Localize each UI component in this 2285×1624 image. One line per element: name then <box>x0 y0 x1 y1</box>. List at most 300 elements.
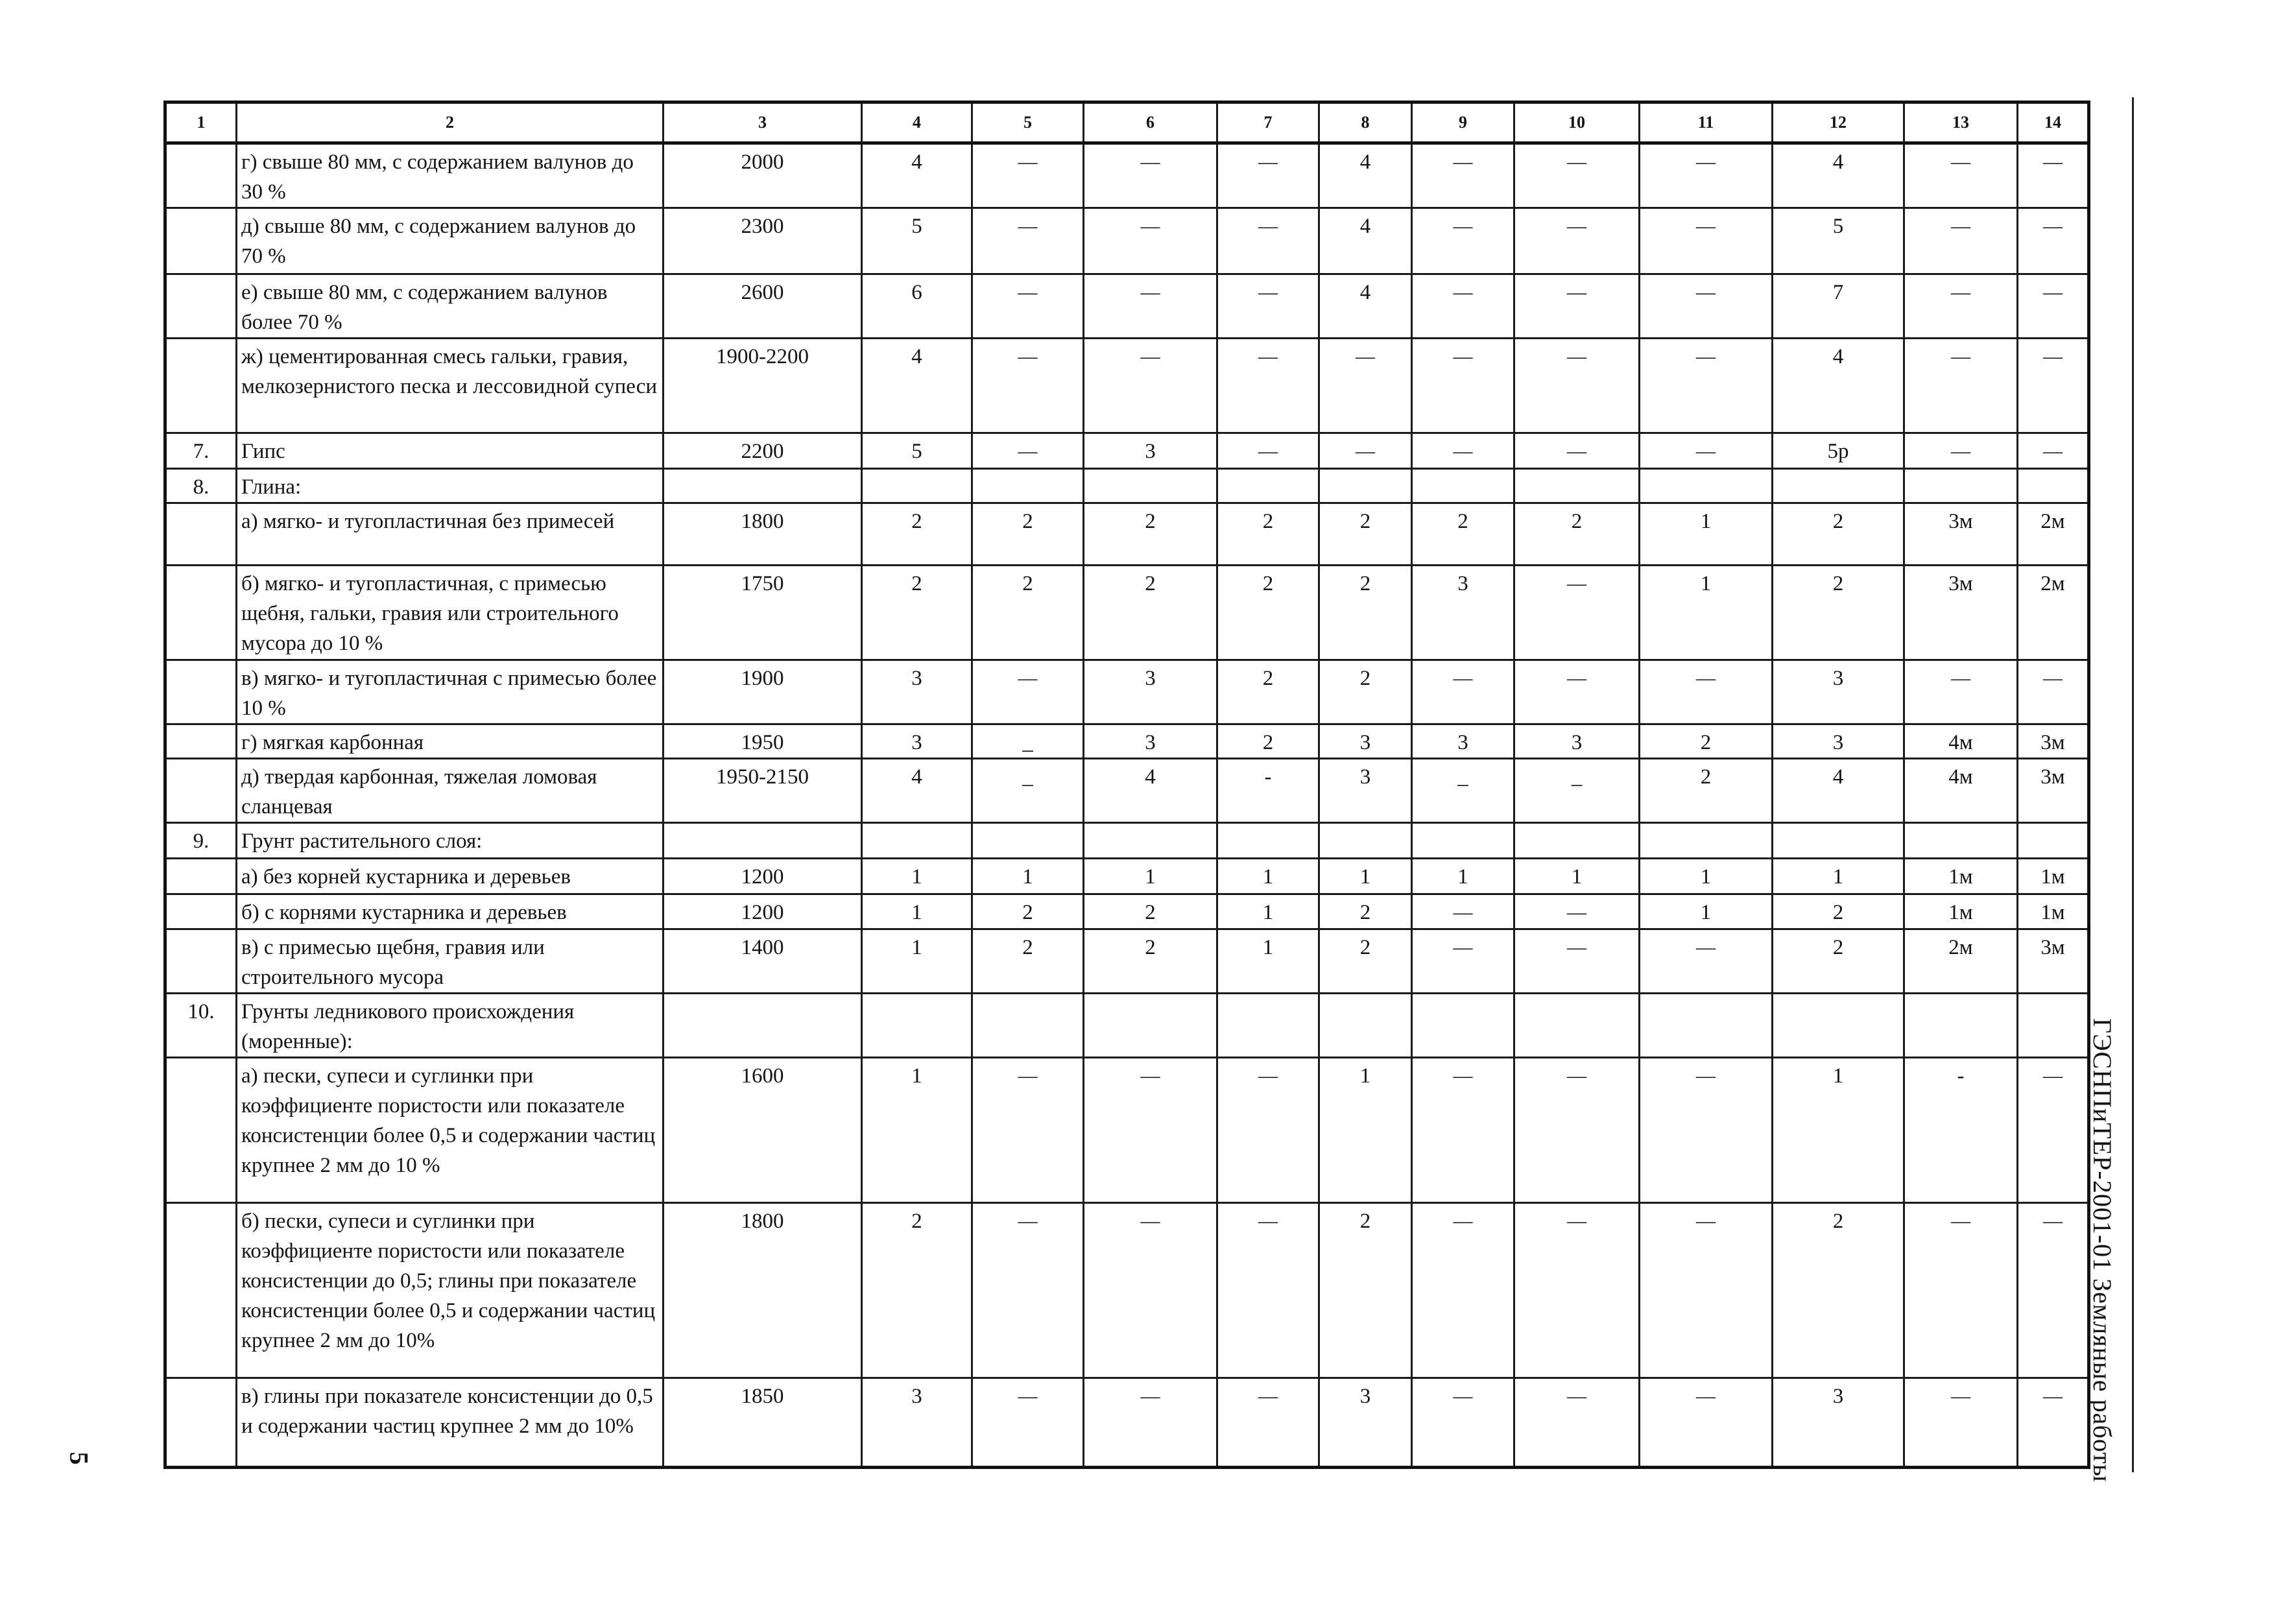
group-cell-col-8: 4 <box>1319 143 1412 208</box>
row-number <box>165 859 237 894</box>
group-cell-col-13: 4м <box>1904 759 2018 823</box>
group-cell-col-10: — <box>1514 433 1640 469</box>
group-cell-col-9: — <box>1412 660 1514 724</box>
group-cell-col-8: 3 <box>1319 1378 1412 1468</box>
group-cell-col-8: 4 <box>1319 274 1412 339</box>
group-cell-col-5: — <box>972 1203 1084 1378</box>
group-cell-col-11: — <box>1640 339 1773 433</box>
column-number-6: 6 <box>1084 102 1217 143</box>
group-cell-col-5: 2 <box>972 566 1084 660</box>
table-row <box>165 503 2089 566</box>
group-cell-col-14: 2м <box>2018 503 2089 566</box>
group-cell-col-5: — <box>972 339 1084 433</box>
group-cell-col-9: 3 <box>1412 724 1514 759</box>
group-cell-col-14: 1м <box>2018 859 2089 894</box>
row-number <box>165 894 237 929</box>
column-number-13: 13 <box>1904 102 2018 143</box>
group-cell-col-6: 4 <box>1084 759 1217 823</box>
group-cell-col-6: — <box>1084 1378 1217 1468</box>
soil-description: г) свыше 80 мм, с содержанием валунов до 30 % <box>237 143 664 208</box>
group-cell-col-10: — <box>1514 1058 1640 1203</box>
group-cell-col-11: 2 <box>1640 759 1773 823</box>
row-number: 8. <box>165 469 237 503</box>
density-cell: 1600 <box>664 1058 862 1203</box>
group-cell-col-9: _ <box>1412 759 1514 823</box>
group-cell-col-6: 2 <box>1084 929 1217 994</box>
density-cell: 2300 <box>664 208 862 274</box>
group-cell-col-7: 1 <box>1217 859 1319 894</box>
group-cell-col-4: 4 <box>862 759 972 823</box>
group-cell-col-12: 1 <box>1773 1058 1904 1203</box>
column-number-7: 7 <box>1217 102 1319 143</box>
group-cell-col-11: 2 <box>1640 724 1773 759</box>
column-number-10: 10 <box>1514 102 1640 143</box>
group-cell-col-4: 3 <box>862 1378 972 1468</box>
group-cell-col-4: 1 <box>862 1058 972 1203</box>
group-cell-col-14: 1м <box>2018 894 2089 929</box>
group-cell-col-9: — <box>1412 894 1514 929</box>
group-cell-col-7: — <box>1217 433 1319 469</box>
group-cell-col-5: 2 <box>972 929 1084 994</box>
group-cell-col-5: 2 <box>972 503 1084 566</box>
table-row <box>165 994 2089 1058</box>
group-cell-col-11: — <box>1640 1058 1773 1203</box>
group-cell-col-10: 1 <box>1514 859 1640 894</box>
group-cell-col-11: — <box>1640 1203 1773 1378</box>
group-cell-col-10: — <box>1514 929 1640 994</box>
density-cell: 1950-2150 <box>664 759 862 823</box>
group-cell-col-9: — <box>1412 339 1514 433</box>
table-row <box>165 1378 2089 1468</box>
group-cell-col-9: — <box>1412 929 1514 994</box>
group-cell-col-6: — <box>1084 274 1217 339</box>
group-cell-col-13: 1м <box>1904 894 2018 929</box>
soil-description: а) без корней кустарника и деревьев <box>237 859 664 894</box>
group-cell-col-4: 1 <box>862 894 972 929</box>
group-cell-col-5 <box>972 823 1084 859</box>
group-cell-col-10: — <box>1514 894 1640 929</box>
group-cell-col-8: — <box>1319 433 1412 469</box>
soil-description: в) глины при показателе консистенции до 0,5 и содержании частиц крупнее 2 мм до 10% <box>237 1378 664 1468</box>
group-cell-col-10 <box>1514 469 1640 503</box>
column-number-14: 14 <box>2018 102 2089 143</box>
soil-description: г) мягкая карбонная <box>237 724 664 759</box>
group-cell-col-14: — <box>2018 339 2089 433</box>
group-cell-col-8 <box>1319 469 1412 503</box>
table-row <box>165 859 2089 894</box>
group-cell-col-5: — <box>972 208 1084 274</box>
group-cell-col-10: — <box>1514 339 1640 433</box>
group-cell-col-13: — <box>1904 1378 2018 1468</box>
column-number-12: 12 <box>1773 102 1904 143</box>
group-cell-col-14: 3м <box>2018 724 2089 759</box>
group-cell-col-13: — <box>1904 339 2018 433</box>
column-number-8: 8 <box>1319 102 1412 143</box>
row-number <box>165 759 237 823</box>
group-cell-col-9 <box>1412 469 1514 503</box>
group-cell-col-8: 3 <box>1319 724 1412 759</box>
group-cell-col-6: — <box>1084 208 1217 274</box>
column-number-4: 4 <box>862 102 972 143</box>
norms-table <box>163 101 2090 1469</box>
soil-description: б) пески, супеси и суглинки при коэффициенте пористости или показателе консистенции до 0,5; глины при показателе консистенции более 0,5 и содержании частиц крупнее 2 мм до 10% <box>237 1203 664 1378</box>
group-cell-col-4: 1 <box>862 929 972 994</box>
group-cell-col-14: — <box>2018 143 2089 208</box>
group-cell-col-8: 1 <box>1319 859 1412 894</box>
density-cell: 2600 <box>664 274 862 339</box>
row-number <box>165 143 237 208</box>
group-cell-col-11: — <box>1640 143 1773 208</box>
group-cell-col-4: 3 <box>862 660 972 724</box>
column-number-row <box>165 102 2089 143</box>
table-row <box>165 274 2089 339</box>
group-cell-col-11 <box>1640 823 1773 859</box>
group-cell-col-12: 2 <box>1773 566 1904 660</box>
group-cell-col-14: — <box>2018 274 2089 339</box>
group-cell-col-13 <box>1904 469 2018 503</box>
group-cell-col-11: — <box>1640 433 1773 469</box>
group-cell-col-12: 2 <box>1773 894 1904 929</box>
group-cell-col-14 <box>2018 469 2089 503</box>
group-cell-col-14 <box>2018 994 2089 1058</box>
group-cell-col-5: — <box>972 660 1084 724</box>
group-cell-col-10 <box>1514 994 1640 1058</box>
group-cell-col-6: 3 <box>1084 724 1217 759</box>
side-divider <box>2132 97 2134 1472</box>
group-cell-col-11: — <box>1640 208 1773 274</box>
group-cell-col-7: — <box>1217 1203 1319 1378</box>
group-cell-col-12: 1 <box>1773 859 1904 894</box>
row-number <box>165 929 237 994</box>
group-cell-col-11: 1 <box>1640 859 1773 894</box>
group-cell-col-6: 2 <box>1084 894 1217 929</box>
group-cell-col-12: 3 <box>1773 1378 1904 1468</box>
group-cell-col-7: — <box>1217 143 1319 208</box>
group-cell-col-7: — <box>1217 1058 1319 1203</box>
group-cell-col-12: 3 <box>1773 660 1904 724</box>
group-cell-col-9: 2 <box>1412 503 1514 566</box>
group-cell-col-10: — <box>1514 274 1640 339</box>
group-cell-col-5 <box>972 469 1084 503</box>
soil-description: д) твердая карбонная, тяжелая ломовая сланцевая <box>237 759 664 823</box>
group-cell-col-13: — <box>1904 274 2018 339</box>
table-body <box>165 143 2089 1468</box>
group-cell-col-7: — <box>1217 1378 1319 1468</box>
group-cell-col-5: — <box>972 1378 1084 1468</box>
density-cell: 1800 <box>664 503 862 566</box>
group-cell-col-5: _ <box>972 724 1084 759</box>
group-cell-col-6: 3 <box>1084 433 1217 469</box>
group-cell-col-4: 2 <box>862 566 972 660</box>
group-cell-col-9: 1 <box>1412 859 1514 894</box>
row-number <box>165 274 237 339</box>
group-cell-col-13: — <box>1904 143 2018 208</box>
group-cell-col-13: — <box>1904 208 2018 274</box>
group-cell-col-12 <box>1773 469 1904 503</box>
group-cell-col-9: — <box>1412 208 1514 274</box>
group-cell-col-5: — <box>972 143 1084 208</box>
soil-description: ж) цементированная смесь гальки, гравия, мелкозернистого песка и лессовидной супеси <box>237 339 664 433</box>
group-cell-col-6 <box>1084 469 1217 503</box>
soil-description: в) мягко- и тугопластичная с примесью более 10 % <box>237 660 664 724</box>
group-cell-col-6: 2 <box>1084 566 1217 660</box>
group-cell-col-6: 2 <box>1084 503 1217 566</box>
group-cell-col-7 <box>1217 469 1319 503</box>
group-cell-col-6: 1 <box>1084 859 1217 894</box>
soil-description: а) пески, супеси и суглинки при коэффициенте пористости или показателе консистенции более 0,5 и содержании частиц крупнее 2 мм до 10 % <box>237 1058 664 1203</box>
group-cell-col-13: 1м <box>1904 859 2018 894</box>
group-cell-col-4: 2 <box>862 503 972 566</box>
density-cell: 1400 <box>664 929 862 994</box>
group-cell-col-8 <box>1319 994 1412 1058</box>
group-cell-col-4: 4 <box>862 339 972 433</box>
group-cell-col-7: 1 <box>1217 894 1319 929</box>
group-cell-col-13: 2м <box>1904 929 2018 994</box>
soil-description: б) с корнями кустарника и деревьев <box>237 894 664 929</box>
group-cell-col-8: 3 <box>1319 759 1412 823</box>
column-number-11: 11 <box>1640 102 1773 143</box>
column-number-1: 1 <box>165 102 237 143</box>
table-row <box>165 929 2089 994</box>
group-cell-col-6 <box>1084 994 1217 1058</box>
row-number: 7. <box>165 433 237 469</box>
row-number <box>165 724 237 759</box>
table-row <box>165 894 2089 929</box>
group-cell-col-10: — <box>1514 1203 1640 1378</box>
row-number: 9. <box>165 823 237 859</box>
group-cell-col-8: 4 <box>1319 208 1412 274</box>
group-cell-col-7 <box>1217 994 1319 1058</box>
group-cell-col-13: — <box>1904 1203 2018 1378</box>
group-cell-col-6: — <box>1084 1203 1217 1378</box>
soil-description: а) мягко- и тугопластичная без примесей <box>237 503 664 566</box>
row-number <box>165 208 237 274</box>
density-cell <box>664 469 862 503</box>
group-cell-col-11 <box>1640 994 1773 1058</box>
document-side-title: ГЭСНПиТЕР-2001-01 Земляные работы <box>2088 1018 2117 1483</box>
density-cell: 1750 <box>664 566 862 660</box>
group-cell-col-10: 2 <box>1514 503 1640 566</box>
group-cell-col-14: — <box>2018 1058 2089 1203</box>
group-cell-col-11: 1 <box>1640 566 1773 660</box>
group-cell-col-5 <box>972 994 1084 1058</box>
density-cell: 2200 <box>664 433 862 469</box>
group-cell-col-8: 1 <box>1319 1058 1412 1203</box>
group-cell-col-8: 2 <box>1319 894 1412 929</box>
table-row <box>165 759 2089 823</box>
group-cell-col-8: — <box>1319 339 1412 433</box>
group-cell-col-8: 2 <box>1319 660 1412 724</box>
group-cell-col-14: 2м <box>2018 566 2089 660</box>
group-cell-col-9: — <box>1412 1203 1514 1378</box>
group-cell-col-11 <box>1640 469 1773 503</box>
group-cell-col-9: — <box>1412 143 1514 208</box>
group-cell-col-13: 3м <box>1904 503 2018 566</box>
group-cell-col-14: 3м <box>2018 929 2089 994</box>
group-cell-col-9: — <box>1412 274 1514 339</box>
group-cell-col-6: — <box>1084 143 1217 208</box>
row-number <box>165 566 237 660</box>
group-cell-col-13: 3м <box>1904 566 2018 660</box>
group-cell-col-10: — <box>1514 143 1640 208</box>
group-cell-col-12: 4 <box>1773 143 1904 208</box>
group-cell-col-8: 2 <box>1319 1203 1412 1378</box>
group-cell-col-7: 2 <box>1217 503 1319 566</box>
group-cell-col-4 <box>862 469 972 503</box>
group-cell-col-12: 4 <box>1773 759 1904 823</box>
group-cell-col-4: 5 <box>862 433 972 469</box>
group-cell-col-6: — <box>1084 339 1217 433</box>
row-number <box>165 1058 237 1203</box>
group-cell-col-13: - <box>1904 1058 2018 1203</box>
table-row <box>165 660 2089 724</box>
group-cell-col-12: 4 <box>1773 339 1904 433</box>
column-number-3: 3 <box>664 102 862 143</box>
table-row <box>165 208 2089 274</box>
soil-description: Грунты ледникового происхождения (моренные): <box>237 994 664 1058</box>
group-cell-col-7: — <box>1217 339 1319 433</box>
group-cell-col-5: 1 <box>972 859 1084 894</box>
group-cell-col-14: — <box>2018 660 2089 724</box>
group-cell-col-8: 2 <box>1319 503 1412 566</box>
table-row <box>165 566 2089 660</box>
group-cell-col-11: — <box>1640 274 1773 339</box>
group-cell-col-4: 5 <box>862 208 972 274</box>
table-row <box>165 469 2089 503</box>
group-cell-col-12: 2 <box>1773 1203 1904 1378</box>
group-cell-col-14 <box>2018 823 2089 859</box>
group-cell-col-4 <box>862 994 972 1058</box>
group-cell-col-7: — <box>1217 208 1319 274</box>
group-cell-col-10: — <box>1514 1378 1640 1468</box>
group-cell-col-12: 2 <box>1773 503 1904 566</box>
group-cell-col-7: 2 <box>1217 660 1319 724</box>
column-number-9: 9 <box>1412 102 1514 143</box>
group-cell-col-11: 1 <box>1640 503 1773 566</box>
soil-description: д) свыше 80 мм, с содержанием валунов до 70 % <box>237 208 664 274</box>
density-cell: 1200 <box>664 859 862 894</box>
group-cell-col-5: — <box>972 433 1084 469</box>
table-row <box>165 433 2089 469</box>
group-cell-col-4: 3 <box>862 724 972 759</box>
soil-description: в) с примесью щебня, гравия или строительного мусора <box>237 929 664 994</box>
table-row <box>165 724 2089 759</box>
density-cell: 1800 <box>664 1203 862 1378</box>
group-cell-col-6: — <box>1084 1058 1217 1203</box>
group-cell-col-11: — <box>1640 1378 1773 1468</box>
group-cell-col-7: 2 <box>1217 724 1319 759</box>
group-cell-col-12: 7 <box>1773 274 1904 339</box>
soil-description: б) мягко- и тугопластичная, с примесью щебня, гальки, гравия или строительного мусора до 10 % <box>237 566 664 660</box>
table-row <box>165 823 2089 859</box>
group-cell-col-9: — <box>1412 1058 1514 1203</box>
row-number: 10. <box>165 994 237 1058</box>
group-cell-col-4 <box>862 823 972 859</box>
group-cell-col-9 <box>1412 994 1514 1058</box>
group-cell-col-5: — <box>972 274 1084 339</box>
group-cell-col-6: 3 <box>1084 660 1217 724</box>
group-cell-col-12 <box>1773 994 1904 1058</box>
group-cell-col-9: — <box>1412 1378 1514 1468</box>
density-cell: 2000 <box>664 143 862 208</box>
group-cell-col-5: _ <box>972 759 1084 823</box>
group-cell-col-7: - <box>1217 759 1319 823</box>
group-cell-col-4: 1 <box>862 859 972 894</box>
row-number <box>165 339 237 433</box>
group-cell-col-8 <box>1319 823 1412 859</box>
row-number <box>165 503 237 566</box>
group-cell-col-11: — <box>1640 660 1773 724</box>
column-number-5: 5 <box>972 102 1084 143</box>
group-cell-col-13 <box>1904 823 2018 859</box>
density-cell: 1950 <box>664 724 862 759</box>
group-cell-col-5: 2 <box>972 894 1084 929</box>
group-cell-col-14: — <box>2018 208 2089 274</box>
group-cell-col-14: — <box>2018 1203 2089 1378</box>
group-cell-col-5: — <box>972 1058 1084 1203</box>
group-cell-col-4: 4 <box>862 143 972 208</box>
group-cell-col-6 <box>1084 823 1217 859</box>
soil-description: Грунт растительного слоя: <box>237 823 664 859</box>
page-number: 5 <box>64 1451 94 1465</box>
group-cell-col-7: 2 <box>1217 566 1319 660</box>
soil-description: е) свыше 80 мм, с содержанием валунов более 70 % <box>237 274 664 339</box>
group-cell-col-13 <box>1904 994 2018 1058</box>
group-cell-col-11: 1 <box>1640 894 1773 929</box>
column-number-2: 2 <box>237 102 664 143</box>
density-cell <box>664 823 862 859</box>
density-cell: 1900 <box>664 660 862 724</box>
density-cell: 1900-2200 <box>664 339 862 433</box>
group-cell-col-9: — <box>1412 433 1514 469</box>
soil-description: Глина: <box>237 469 664 503</box>
table-row <box>165 1203 2089 1378</box>
group-cell-col-4: 6 <box>862 274 972 339</box>
group-cell-col-7: — <box>1217 274 1319 339</box>
group-cell-col-13: 4м <box>1904 724 2018 759</box>
group-cell-col-11: — <box>1640 929 1773 994</box>
group-cell-col-12: 3 <box>1773 724 1904 759</box>
group-cell-col-8: 2 <box>1319 929 1412 994</box>
group-cell-col-9: 3 <box>1412 566 1514 660</box>
group-cell-col-12: 2 <box>1773 929 1904 994</box>
group-cell-col-10: 3 <box>1514 724 1640 759</box>
group-cell-col-12 <box>1773 823 1904 859</box>
group-cell-col-10: — <box>1514 566 1640 660</box>
group-cell-col-10: — <box>1514 208 1640 274</box>
density-cell: 1850 <box>664 1378 862 1468</box>
group-cell-col-14: — <box>2018 1378 2089 1468</box>
group-cell-col-9 <box>1412 823 1514 859</box>
group-cell-col-13: — <box>1904 660 2018 724</box>
table-row <box>165 339 2089 433</box>
group-cell-col-10: — <box>1514 660 1640 724</box>
group-cell-col-7: 1 <box>1217 929 1319 994</box>
group-cell-col-4: 2 <box>862 1203 972 1378</box>
group-cell-col-7 <box>1217 823 1319 859</box>
group-cell-col-12: 5 <box>1773 208 1904 274</box>
group-cell-col-8: 2 <box>1319 566 1412 660</box>
group-cell-col-10 <box>1514 823 1640 859</box>
table-row <box>165 143 2089 208</box>
group-cell-col-10: _ <box>1514 759 1640 823</box>
row-number <box>165 1378 237 1468</box>
group-cell-col-12: 5р <box>1773 433 1904 469</box>
density-cell <box>664 994 862 1058</box>
row-number <box>165 660 237 724</box>
row-number <box>165 1203 237 1378</box>
density-cell: 1200 <box>664 894 862 929</box>
